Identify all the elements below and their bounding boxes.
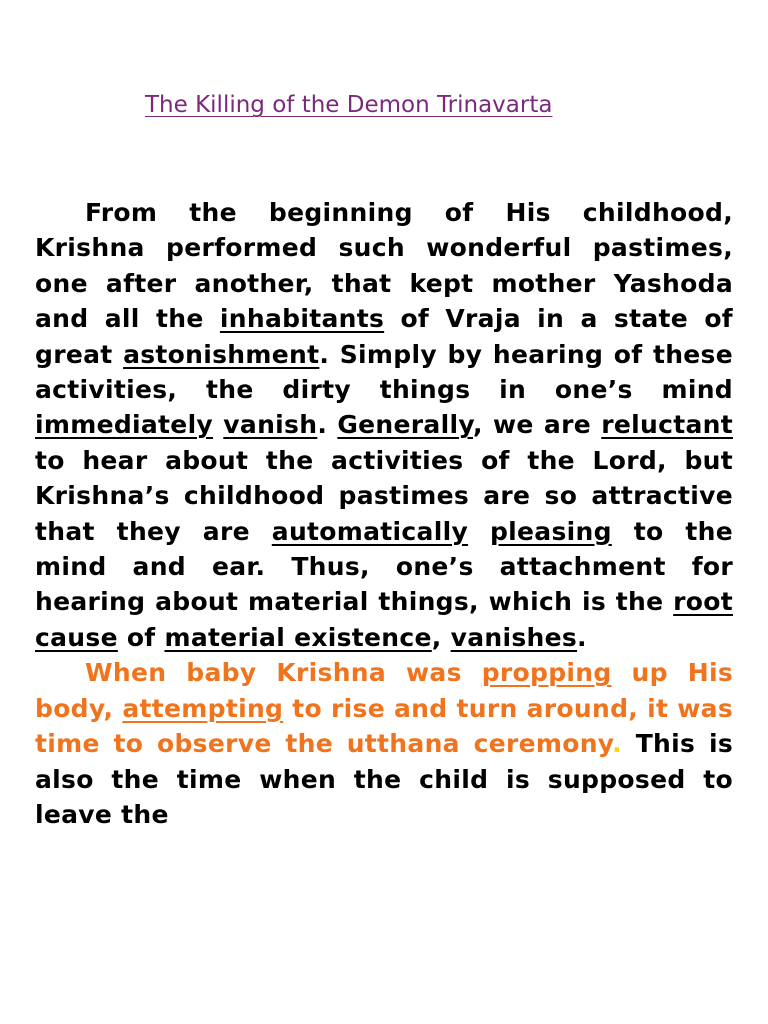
- text-span: ,: [431, 622, 451, 652]
- highlight-underlined-word: propping: [481, 658, 612, 688]
- underlined-word: inhabitants: [219, 304, 385, 334]
- text-span: . Simply by hearing of these activities, the dirty things in one’s mind: [35, 339, 733, 405]
- yellow-period: .: [612, 729, 622, 759]
- underlined-word: reluctant: [601, 410, 733, 440]
- underlined-word: Generally: [337, 410, 473, 440]
- text-span: [468, 517, 490, 546]
- underlined-word: immediately: [35, 410, 214, 440]
- text-span: to hear about the activities of the Lord, but Krishna’s childhood pastimes are so attractive that they are: [35, 445, 733, 546]
- text-span: to the mind and ear. Thus, one’s attachment for hearing about material things, which is the: [35, 516, 733, 617]
- underlined-word: pleasing: [489, 516, 612, 546]
- underlined-word: astonishment: [123, 339, 320, 369]
- text-span: From the beginning of His childhood, Krishna performed such wonderful pastimes, one after another, that kept mother Yashoda and all the: [35, 198, 733, 334]
- text-span: , we are: [472, 410, 602, 440]
- underlined-word: root cause: [35, 587, 733, 652]
- paragraph-2: [35, 655, 733, 832]
- text-span: .: [577, 622, 587, 652]
- text-span: This is also the time when the child is supposed to leave the: [35, 729, 734, 829]
- text-span: of Vraja in a state of great: [35, 304, 733, 369]
- text-span: [213, 410, 223, 439]
- underlined-word: vanishes: [450, 622, 578, 652]
- text-span: of: [117, 622, 165, 652]
- text-span: .: [317, 410, 338, 440]
- page-title: The Killing of the Demon Trinavarta: [145, 92, 553, 118]
- highlight-span: When baby Krishna was: [85, 658, 482, 688]
- body-text: [35, 195, 733, 832]
- highlight-span: to rise and turn around, it was time to observe the utthana ceremony: [35, 693, 733, 759]
- underlined-word: automatically: [271, 516, 469, 546]
- highlight-span: up His body,: [35, 658, 734, 723]
- paragraph-1: [35, 195, 733, 655]
- underlined-word: vanish: [223, 410, 318, 440]
- highlight-underlined-word: attempting: [122, 693, 284, 723]
- underlined-word: material existence: [164, 622, 432, 652]
